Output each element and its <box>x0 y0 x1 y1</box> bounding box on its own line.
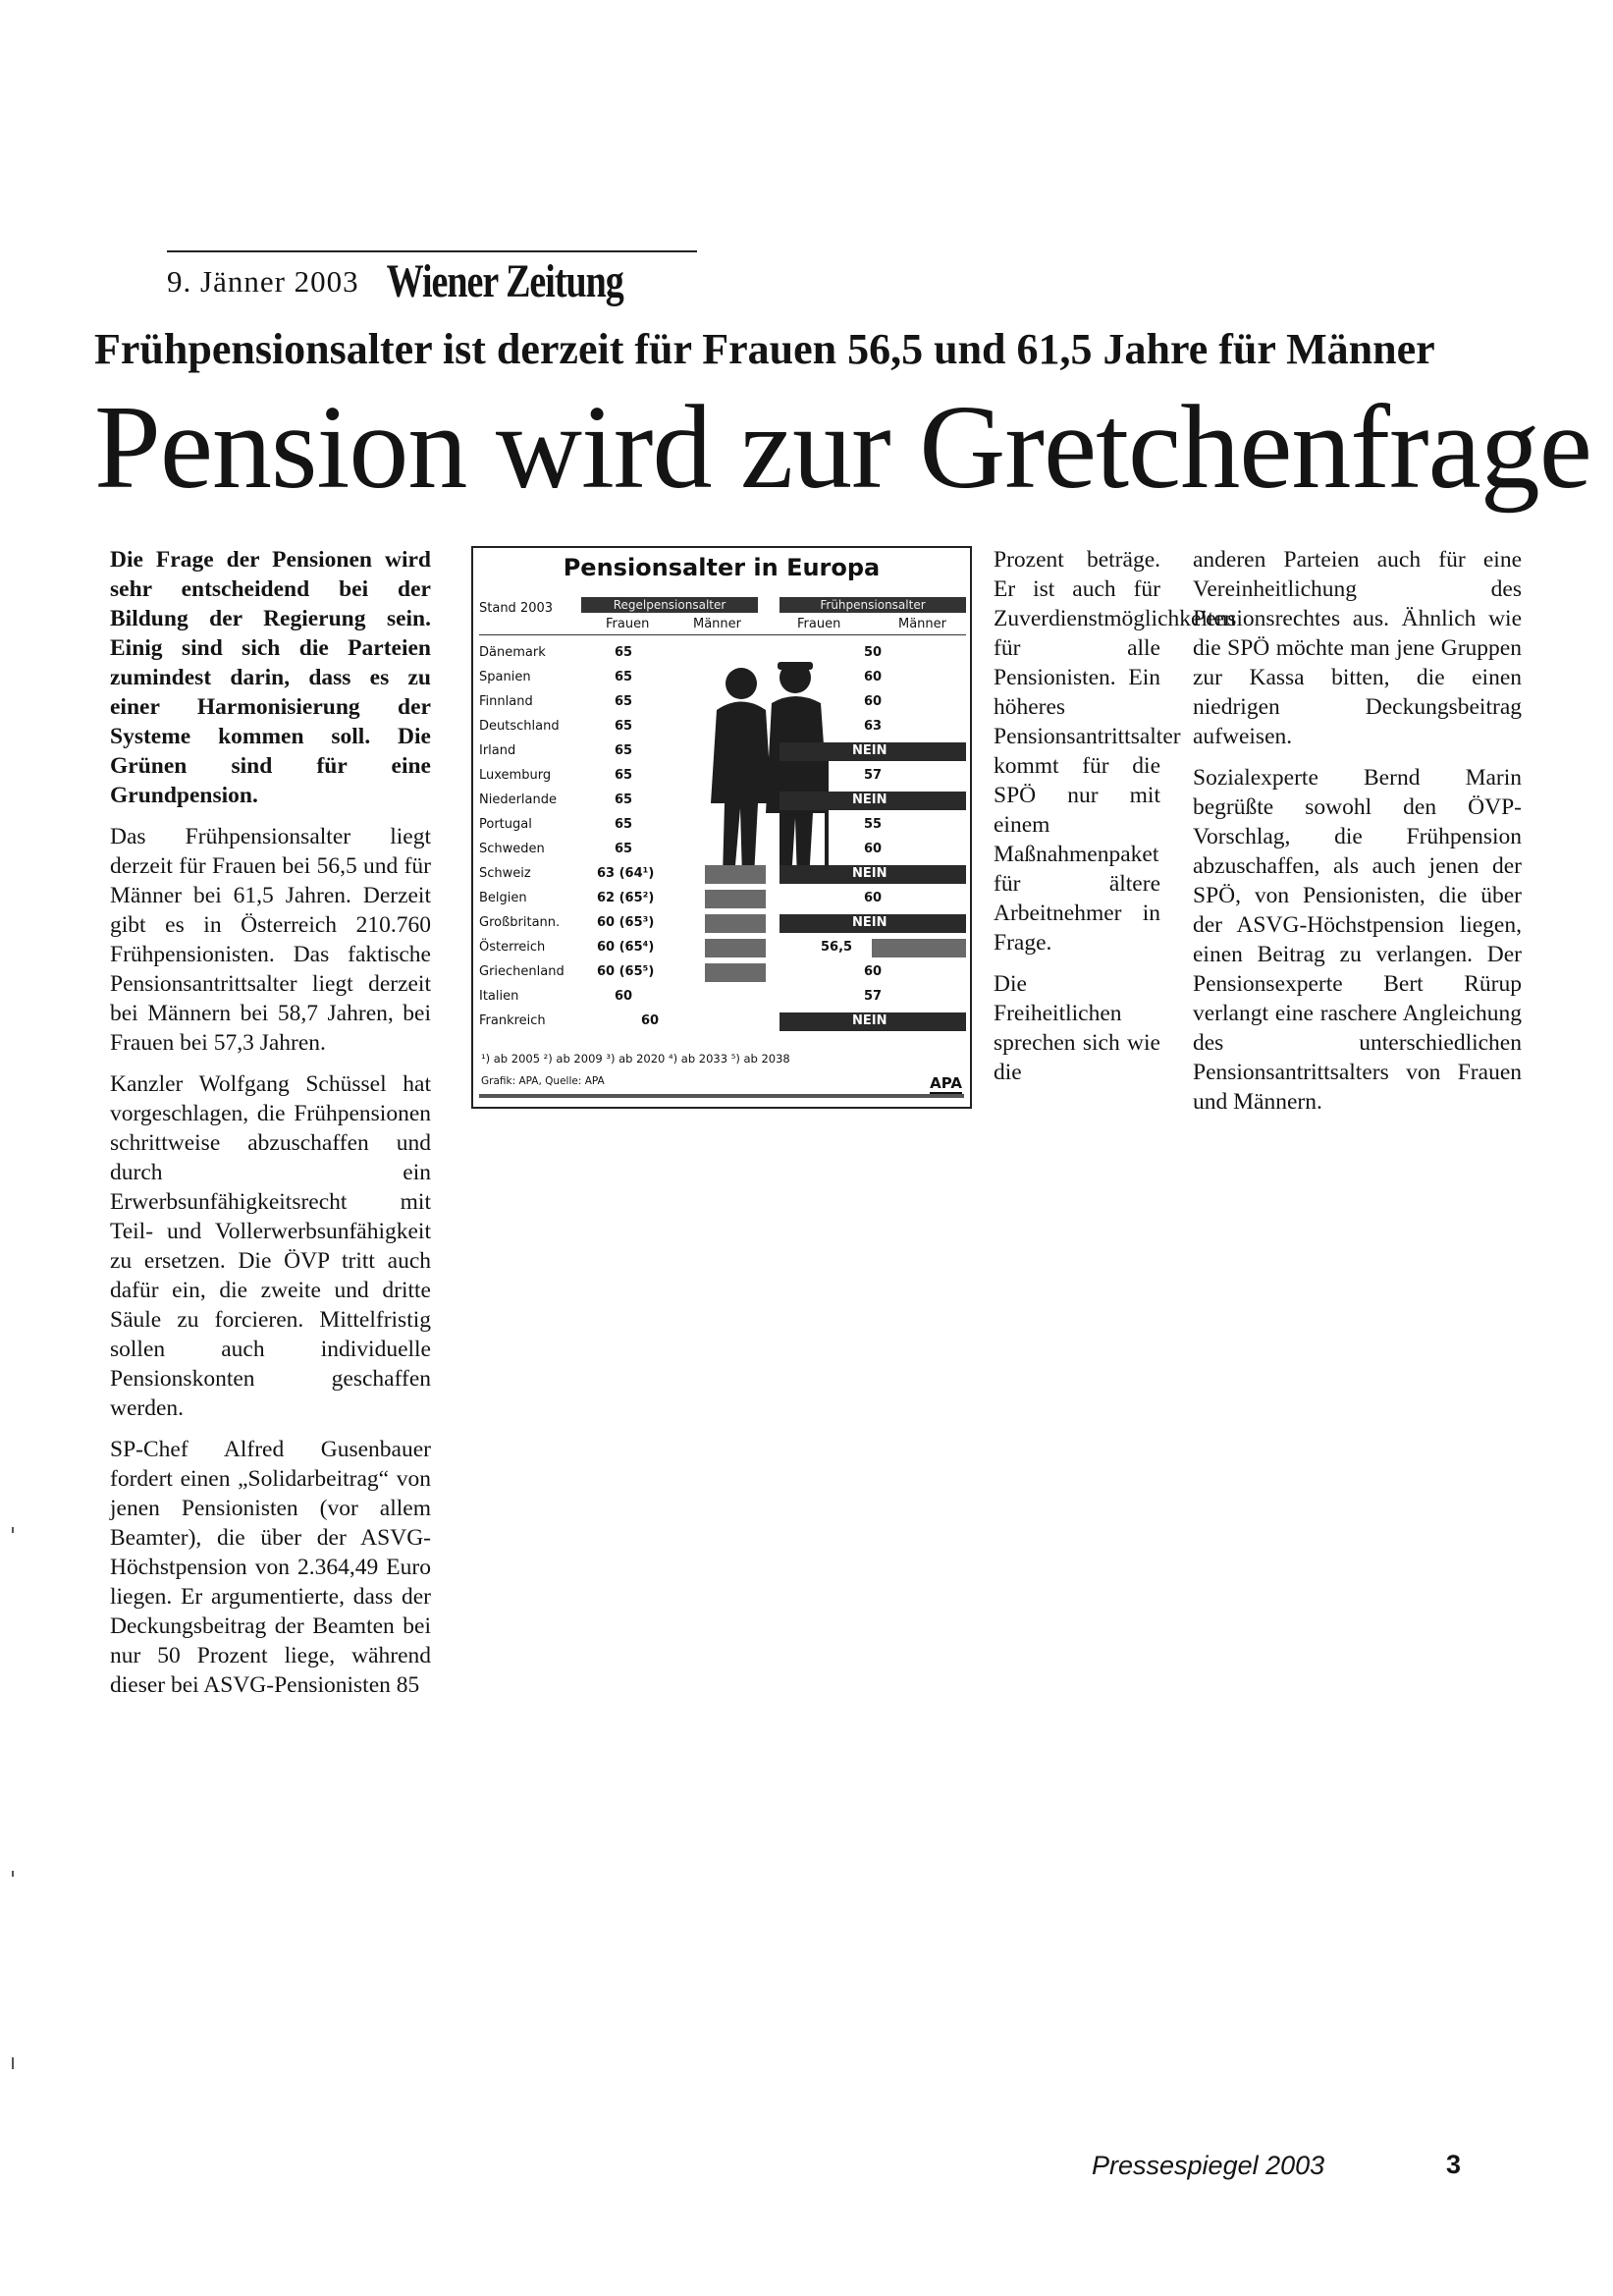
regel-frauen-value: 65 <box>615 719 633 734</box>
frueh-maenner-value: 55 <box>864 817 883 832</box>
country-label: Großbritann. <box>479 915 561 930</box>
scan-speck <box>12 2057 14 2069</box>
frueh-maenner-value: NEIN <box>852 866 887 881</box>
footer-publication: Pressespiegel 2003 <box>1092 2151 1325 2180</box>
country-label: Luxemburg <box>479 768 552 783</box>
frueh-maenner-value: 60 <box>864 670 883 684</box>
country-label: Spanien <box>479 670 531 684</box>
chart-footnotes: ¹) ab 2005 ²) ab 2009 ³) ab 2020 ⁴) ab 2033 ⁵) ab 2038 <box>481 1052 790 1066</box>
regel-frauen-value: 65 <box>615 670 633 684</box>
country-label: Italien <box>479 989 519 1004</box>
regel-frauen-value: 65 <box>615 645 633 660</box>
regel-frauen-value: 60 <box>615 989 633 1004</box>
page-number: 3 <box>1446 2150 1462 2179</box>
column-header: Frauen <box>606 617 650 631</box>
chart-row <box>479 936 966 960</box>
country-label: Schweiz <box>479 866 531 881</box>
chart-row <box>479 715 966 739</box>
column-header: Männer <box>898 617 947 631</box>
frueh-maenner-value: 60 <box>864 842 883 856</box>
country-label: Österreich <box>479 940 546 955</box>
scan-speck <box>12 1527 14 1533</box>
paragraph: SP-Chef Alfred Gusenbauer fordert einen „Solidarbeitrag“ von jenen Pensionisten (vor allem Beamter), die über der ASVG-Höchstpension von 2.364,49 Euro liegen. Er argumentierte, dass der Deckungsbeitrag der Beamten bei nur 50 Prozent liege, während dieser bei ASVG-Pensionisten 85 <box>110 1437 431 1698</box>
chart-row <box>479 764 966 789</box>
pension-age-chart <box>471 546 972 1109</box>
regel-frauen-value: 60 (65⁴) <box>597 940 655 955</box>
transition-bar <box>705 865 766 884</box>
transition-bar <box>705 963 766 982</box>
regel-frauen-value: 65 <box>615 768 633 783</box>
chart-title: Pensionsalter in Europa <box>563 554 881 581</box>
frueh-maenner-value: 57 <box>864 768 883 783</box>
chart-row <box>479 985 966 1010</box>
paragraph: anderen Parteien auch für eine Vereinheitlichung des Pensionsrechtes aus. Ähnlich wie die SPÖ möchte man jene Gruppen zur Kassa bitten, die einen niedrigen Deckungsbeitrag aufweisen. <box>1193 547 1522 749</box>
frueh-maenner-value: 50 <box>864 645 883 660</box>
article-column-3 <box>994 545 1236 1099</box>
frueh-maenner-value: 60 <box>864 694 883 709</box>
country-label: Belgien <box>479 891 527 905</box>
regel-frauen-value: 65 <box>615 694 633 709</box>
transition-bar <box>705 914 766 933</box>
paragraph: Prozent beträge. Er ist auch für Zuverdienstmöglichkeiten für alle Pensionisten. Ein höheres Pensionsantrittsalter kommt für die SPÖ nur mit einem Maßnahmenpaket für ältere Arbeitnehmer in Frage. <box>994 547 1236 956</box>
chart-row <box>479 911 966 936</box>
chart-row <box>479 813 966 838</box>
country-label: Dänemark <box>479 645 546 660</box>
group-header-regelpension: Regelpensionsalter <box>581 597 758 613</box>
country-label: Deutschland <box>479 719 560 734</box>
dateline <box>167 250 697 311</box>
regel-frauen-value: 65 <box>615 743 633 758</box>
chart-source: Grafik: APA, Quelle: APA <box>481 1075 605 1087</box>
fruehpension-bar <box>872 939 966 957</box>
regel-frauen-value: 60 (65³) <box>597 915 655 930</box>
scan-speck <box>12 1871 14 1877</box>
chart-row <box>479 641 966 666</box>
chart-row <box>479 690 966 715</box>
frueh-maenner-value: 63 <box>864 719 883 734</box>
chart-row <box>479 862 966 887</box>
regel-maenner-value: 60 <box>641 1013 660 1028</box>
paragraph: Das Frühpensionsalter liegt derzeit für Frauen bei 56,5 und für Männer bei 61,5 Jahren. Derzeit gibt es in Österreich 210.760 Frühpensionisten. Das faktische Pensionsantrittsalter liegt derzeit bei Männern bei 58,7 Jahren, bei Frauen bei 57,3 Jahren. <box>110 824 431 1056</box>
frueh-maenner-value: NEIN <box>852 1013 887 1028</box>
chart-row <box>479 838 966 862</box>
frueh-maenner-value: 60 <box>864 964 883 979</box>
country-label: Portugal <box>479 817 532 832</box>
frueh-maenner-value: NEIN <box>852 915 887 930</box>
frueh-frauen-value: 56,5 <box>821 940 853 955</box>
frueh-maenner-value: 57 <box>864 989 883 1004</box>
chart-base-rule <box>479 1094 964 1098</box>
country-label: Schweden <box>479 842 545 856</box>
regel-frauen-value: 63 (64¹) <box>597 866 655 881</box>
frueh-maenner-value: NEIN <box>852 793 887 807</box>
article-lead: Die Frage der Pensionen wird sehr entscheidend bei der Bildung der Regierung sein. Einig sind sich die Parteien zumindest darin, dass es zu einer Harmonisierung der Systeme kommen soll. Die Grünen sind für eine Grundpension. <box>110 547 431 808</box>
paragraph: Kanzler Wolfgang Schüssel hat vorgeschlagen, die Frühpensionen schrittweise abzuschaffen und durch ein Erwerbsunfähigkeitsrecht mit Teil- und Vollerwerbsunfähigkeit zu ersetzen. Die ÖVP tritt auch dafür ein, die zweite und dritte Säule zu forcieren. Mittelfristig sollen auch individuelle Pensionskonten geschaffen werden. <box>110 1071 431 1421</box>
chart-row <box>479 887 966 911</box>
frueh-maenner-value: 60 <box>864 891 883 905</box>
country-label: Niederlande <box>479 793 557 807</box>
regel-frauen-value: 65 <box>615 842 633 856</box>
regel-frauen-value: 65 <box>615 793 633 807</box>
regel-frauen-value: 62 (65²) <box>597 891 655 905</box>
chart-row <box>479 666 966 690</box>
paragraph: Sozialexperte Bernd Marin begrüßte sowohl den ÖVP-Vorschlag, die Frühpension abzuschaffen, als auch jenen der SPÖ, von Pensionisten, die über der ASVG-Höchstpension liegen, einen Beitrag zu verlangen. Der Pensionsexperte Bert Rürup verlangt eine raschere Angleichung des unterschiedlichen Pensionsantrittsalters von Frauen und Männern. <box>1193 765 1522 1115</box>
header-rule <box>479 634 966 635</box>
article-column-4 <box>1193 545 1522 1128</box>
chart-row <box>479 739 966 764</box>
column-header: Männer <box>693 617 742 631</box>
country-label: Frankreich <box>479 1013 546 1028</box>
paragraph: Die Freiheitlichen sprechen sich wie die <box>994 971 1160 1085</box>
country-label: Finnland <box>479 694 533 709</box>
transition-bar <box>705 890 766 908</box>
regel-frauen-value: 65 <box>615 817 633 832</box>
country-label: Griechenland <box>479 964 565 979</box>
article-kicker: Frühpensionsalter ist derzeit für Frauen 56,5 und 61,5 Jahre für Männer <box>94 325 1435 373</box>
apa-logo: APA <box>930 1074 962 1095</box>
chart-row <box>479 789 966 813</box>
country-label: Irland <box>479 743 516 758</box>
article-headline: Pension wird zur Gretchenfrage <box>94 381 1591 514</box>
publication-date: 9. Jänner 2003 <box>167 264 359 299</box>
chart-row <box>479 1010 966 1034</box>
article-column-1 <box>110 545 431 1712</box>
newspaper-masthead: Wiener Zeitung <box>386 255 623 308</box>
group-header-fruehpension: Frühpensionsalter <box>780 597 966 613</box>
chart-stand-label: Stand 2003 <box>479 601 554 616</box>
regel-frauen-value: 60 (65⁵) <box>597 964 655 979</box>
frueh-maenner-value: NEIN <box>852 743 887 758</box>
column-header: Frauen <box>797 617 841 631</box>
chart-row <box>479 960 966 985</box>
transition-bar <box>705 939 766 957</box>
